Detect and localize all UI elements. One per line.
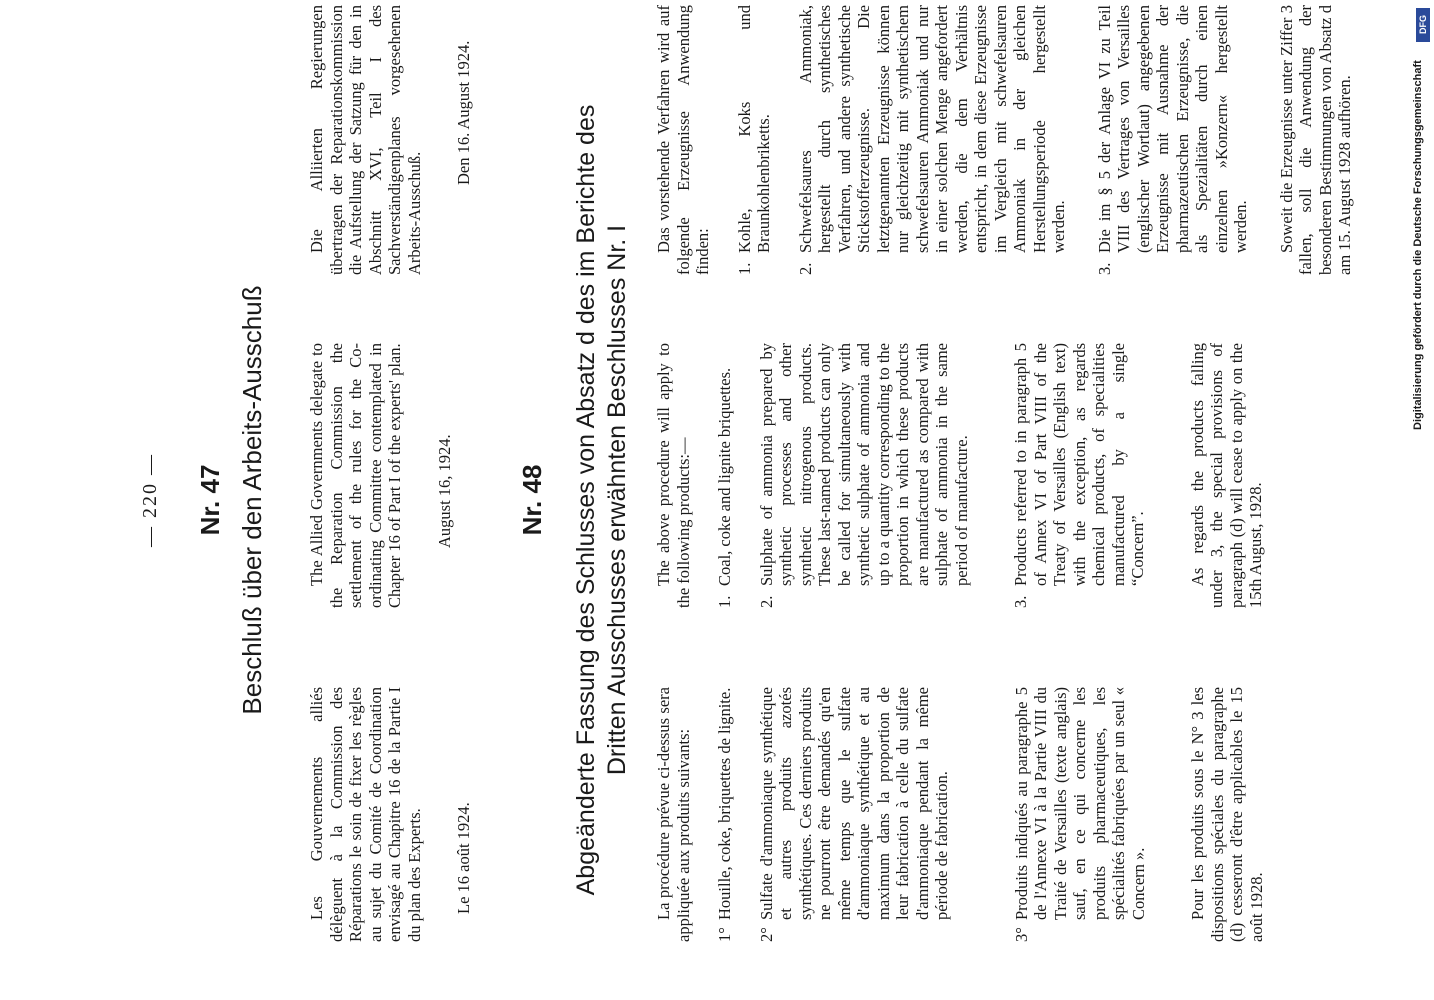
section-48-title-line1: Abgeänderte Fassung des Schlusses von Absatz d des im Berichte des (572, 104, 600, 896)
section-47-german-text: Die Alliierten Regierungen übertragen der Reparationskommission die Aufstellung der Satzung für den in Abschnitt XVI, Teil I des Sachverständigenplanes vorgesehenen Arbeits-Ausschuß. (307, 5, 424, 275)
section-48-number: Nr. 48 (517, 464, 547, 536)
list-item (715, 343, 735, 608)
rotated-page-content (47, 0, 1387, 1000)
list-item (796, 5, 1069, 275)
item-number: 1. (715, 595, 734, 608)
section-47-german-date: Den 16. August 1924. (454, 40, 473, 185)
section-47-english-column (307, 343, 454, 608)
section-48-german-intro: Das vorstehende Verfahren wird auf folgende Erzeugnisse Anwendung finden: (654, 5, 712, 275)
item-number: 2. (795, 262, 815, 275)
item-number: 3. (1094, 262, 1114, 275)
list-item (1011, 343, 1148, 608)
section-48-title-line2: Dritten Ausschusses erwähnten Beschlusses Nr. I (603, 224, 631, 776)
list-item (1095, 5, 1251, 275)
item-number: 2. (756, 595, 776, 608)
item-number: 3. (1011, 595, 1030, 608)
list-item (1012, 687, 1149, 942)
section-48-french-intro: La procédure prévue ci-dessus sera appliquée aux produits suivants: (654, 687, 693, 942)
list-item (715, 687, 735, 942)
section-48-english-intro: The above procedure will apply to the following products:— (654, 343, 693, 608)
item-text: Houille, coke, briquettes de lignite. (715, 687, 734, 920)
page-number: — 220 — (139, 453, 161, 547)
item-text: Sulphate of ammonia prepared by synthetic processes and other synthetic nitrogenous products. These last-named products can only be called for simultaneously with synthetic sulphate of ammonia and up to a quantity corresponding to the proportion in which these products are manufactured as compared with sulphate of ammonia in the same period of manufacture. (756, 343, 971, 586)
item-text: Sulfate d'ammoniaque synthétique et autres produits azotés synthétiques. Ces derniers produits ne pourront être demandés qu'en même temps que le sulfate d'ammoniaque synthétique et au maximum dans la proportion de leur fabrication à celle du sulfate d'ammoniaque pendant la même période de fabrication. (756, 687, 951, 920)
list-item (757, 343, 972, 608)
section-47-french-date: Le 16 août 1924. (454, 802, 473, 914)
digitization-credit (1412, 50, 1430, 430)
item-text: Products referred to in paragraph 5 of Annex VI of Part VIII of the Treaty of Versailles (English text) with the exception, as regards chemical products, of specialities manufactured by a single “Concern”. (1011, 343, 1147, 586)
section-47-number: Nr. 47 (195, 464, 225, 536)
section-47-french-text: Les Gouvernements alliés délèguent à la Commission des Réparations le soin de fixer les règles au sujet du Comité de Coordination envisagé au Chapitre 16 de la Partie I du plan des Experts. (307, 687, 424, 942)
section-48-german-column (654, 5, 1355, 275)
section-47-english-date: August 16, 1924. (434, 434, 454, 548)
item-text: Schwefelsaures Ammoniak, hergestellt durch synthetisches Verfahren, und andere synthetische Stickstofferzeugnisse. Die letztgenannten Erzeugnisse können nur gleichzeitig mit synthetischem schwefelsauren Ammoniak und nur in einer solchen Menge angefordert werden, die dem Verhältnis entspricht, in dem diese Erzeugnisse im Vergleich mit schwefelsauren Ammoniak in der gleichen Herstellungsperiode hergestellt werden. (795, 5, 1068, 253)
section-47-english-text: The Allied Governments delegate to the Reparation Commission the settlement of the rules for the Co-ordinating Committee contemplated in Chapter 16 of Part I of the experts' plan. (307, 343, 404, 608)
section-48-english-closing: As regards the products falling under 3, the special provisions of paragraph (d) will cease to apply on the 15th August, 1928. (1187, 343, 1265, 608)
list-item (735, 5, 774, 275)
item-text: Produits indiqués au paragraphe 5 de l'Annexe VI à la Partie VIII du Traité de Versailles (texte anglais) sauf, en ce qui concerne les produits pharmaceutiques, les spécialités fabriquées par un seul « Concern ». (1011, 687, 1148, 920)
section-47-german-column (307, 5, 474, 275)
section-47-title: Beschluß über den Arbeits-Ausschuß (237, 285, 267, 715)
section-48-french-column (654, 687, 1266, 942)
list-item (757, 687, 952, 942)
section-47-french-column (307, 687, 474, 942)
dfg-logo: DFG (1416, 8, 1430, 42)
item-number: 1° (715, 927, 734, 942)
section-48-english-column (654, 343, 1266, 608)
item-text: Die im § 5 der Anlage VI zu Teil VIII des Vertrages von Versailles (englischer Wortlaut) angegebenen Erzeugnisse mit Ausnahme der pharmazeutischen Erzeugnisse, die als Spezialitäten durch einen einzelnen »Konzern« hergestellt werden. (1094, 5, 1250, 253)
digitization-credit-text: Digitalisierung gefördert durch die Deutsche Forschungsgemeinschaft (1412, 60, 1424, 430)
item-number: 3° (1011, 927, 1031, 942)
section-48-french-closing: Pour les produits sous le N° 3 les dispositions spéciales du paragraphe (d) cesseront d'être applicables le 15 août 1928. (1188, 687, 1266, 942)
section-48-german-closing: Soweit die Erzeugnisse unter Ziffer 3 fallen, soll die Anwendung der besonderen Bestimmungen von Absatz d am 15. August 1928 aufhören. (1276, 5, 1354, 275)
item-text: Coal, coke and lignite briquettes. (715, 367, 734, 586)
item-text: Kohle, Koks und Braunkohlenbriketts. (734, 5, 773, 253)
item-number: 1. (734, 262, 754, 275)
item-number: 2° (756, 927, 776, 942)
